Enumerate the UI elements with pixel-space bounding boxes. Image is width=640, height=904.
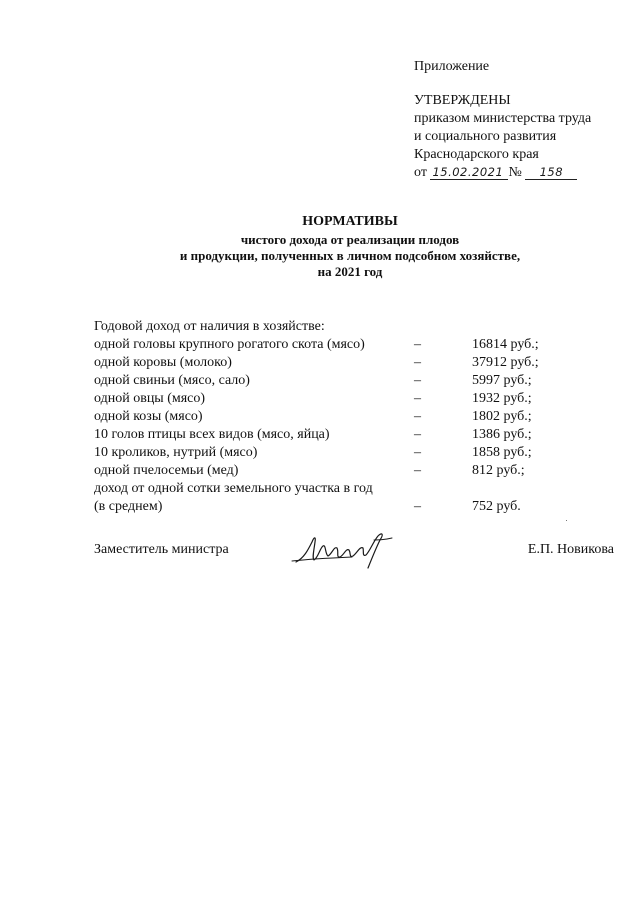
income-row-dash: –	[414, 355, 421, 370]
income-row-dash: –	[414, 463, 421, 478]
income-row-value: 1932 руб.;	[472, 391, 532, 406]
income-row-dash: –	[414, 445, 421, 460]
income-row-value: 5997 руб.;	[472, 373, 532, 388]
income-row-label: одной овцы (мясо)	[94, 391, 206, 406]
appendix-label: Приложение	[414, 59, 490, 74]
income-row-value: 16814 руб.;	[472, 337, 539, 352]
land-label-line-2: (в среднем)	[94, 499, 163, 514]
income-row-value: 812 руб.;	[472, 463, 525, 478]
order-number: 158	[525, 166, 577, 180]
approval-line-1: приказом министерства труда	[414, 111, 592, 126]
income-row-dash: –	[414, 409, 421, 424]
signer-position: Заместитель министра	[94, 542, 229, 557]
income-row-label: одной пчелосемьи (мед)	[94, 463, 239, 478]
income-row	[94, 426, 574, 444]
income-row-label: одной свиньи (мясо, сало)	[94, 373, 250, 388]
title-line-1: чистого дохода от реализации плодов	[240, 232, 460, 247]
order-date: 15.02.2021	[430, 166, 508, 180]
income-row	[94, 462, 574, 480]
income-row-land-label	[94, 480, 574, 498]
approval-line-3: Краснодарского края	[414, 147, 539, 162]
title-line-2: и продукции, полученных в личном подсобном хозяйстве,	[179, 248, 521, 263]
income-row-value: 1802 руб.;	[472, 409, 532, 424]
income-heading	[94, 318, 574, 336]
signature-block	[94, 538, 614, 578]
income-row-value: 37912 руб.;	[472, 355, 539, 370]
land-label-line-1: доход от одной сотки земельного участка в год	[94, 481, 373, 496]
scan-speck	[566, 520, 567, 521]
approved-label: УТВЕРЖДЕНЫ	[414, 93, 511, 108]
income-row	[94, 390, 574, 408]
income-row-dash: –	[414, 427, 421, 442]
approval-line-2: и социального развития	[414, 129, 557, 144]
title-main: НОРМАТИВЫ	[302, 214, 398, 229]
income-row	[94, 372, 574, 390]
income-table	[94, 318, 574, 516]
number-prefix: №	[508, 165, 522, 180]
income-row-label: одной козы (мясо)	[94, 409, 203, 424]
income-row	[94, 336, 574, 354]
income-row-label: одной коровы (молоко)	[94, 355, 232, 370]
income-row	[94, 408, 574, 426]
income-row-dash: –	[414, 499, 421, 514]
income-row-value: 1858 руб.;	[472, 445, 532, 460]
order-date-number	[414, 164, 624, 182]
income-row	[94, 354, 574, 372]
land-value: 752 руб.	[472, 499, 521, 514]
income-row	[94, 444, 574, 462]
title-line-3: на 2021 год	[317, 264, 383, 279]
approval-block	[414, 58, 624, 182]
signer-name: Е.П. Новикова	[527, 542, 614, 557]
income-row-dash: –	[414, 373, 421, 388]
date-prefix: от	[414, 165, 427, 180]
income-row-label: одной головы крупного рогатого скота (мясо)	[94, 337, 365, 352]
income-row-value: 1386 руб.;	[472, 427, 532, 442]
income-heading-text: Годовой доход от наличия в хозяйстве:	[94, 319, 325, 334]
document-title	[100, 214, 600, 280]
income-row-dash: –	[414, 391, 421, 406]
handwritten-signature	[290, 528, 394, 572]
income-row-label: 10 голов птицы всех видов (мясо, яйца)	[94, 427, 330, 442]
income-row-label: 10 кроликов, нутрий (мясо)	[94, 445, 258, 460]
income-row-land	[94, 498, 574, 516]
income-row-dash: –	[414, 337, 421, 352]
